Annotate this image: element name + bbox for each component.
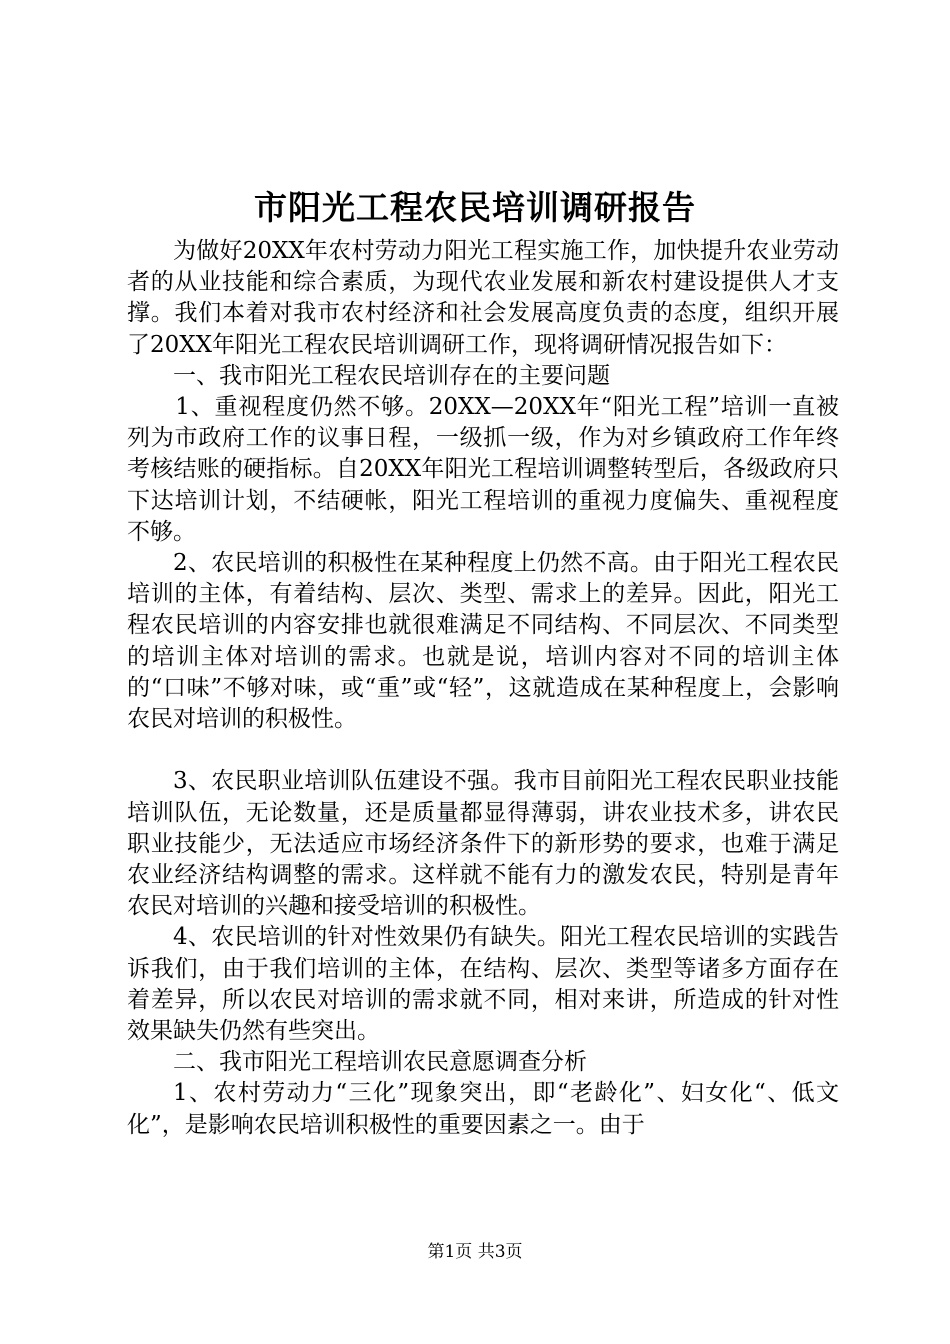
paragraph-intro: 为做好20XX年农村劳动力阳光工程实施工作，加快提升农业劳动者的从业技能和综合素质，为现代农业发展和新农村建设提供人才支撑。我们本着对我市农村经济和社会发展高度负责的态度，组织开展了20XX年阳光工程农民培训调研工作，现将调研情况报告如下： (127, 238, 839, 358)
paragraph-spacer (127, 735, 839, 766)
paragraph-issue-2: 2、农民培训的积极性在某种程度上仍然不高。由于阳光工程农民培训的主体，有着结构、层次、类型、需求上的差异。因此，阳光工程农民培训的内容安排也就很难满足不同结构、不同层次、不同类型的培训主体对培训的需求。也就是说，培训内容对不同的培训主体的“口味”不够对味，或“重”或“轻”，这就造成在某种程度上，会影响农民对培训的积极性。 (127, 550, 839, 733)
section-heading-2: 二、我市阳光工程培训农民意愿调查分析 (173, 1049, 587, 1076)
document-title: 市阳光工程农民培训调研报告 (254, 188, 696, 227)
section-heading-1: 一、我市阳光工程农民培训存在的主要问题 (173, 362, 610, 389)
paragraph-issue-4: 4、农民培训的针对性效果仍有缺失。阳光工程农民培训的实践告诉我们，由于我们培训的主体，在结构、层次、类型等诸多方面存在着差异，所以农民对培训的需求就不同，相对来讲，所造成的针对性效果缺失仍然有些突出。 (127, 924, 839, 1045)
document-body (127, 236, 839, 1141)
paragraph-issue-3: 3、农民职业培训队伍建设不强。我市目前阳光工程农民职业技能培训队伍，无论数量，还是质量都显得薄弱，讲农业技术多，讲农民职业技能少，无法适应市场经济条件下的新形势的要求，也难于满足农业经济结构调整的需求。这样就不能有力的激发农民，特别是青年农民对培训的兴趣和接受培训的积极性。 (127, 768, 839, 920)
page-footer: 第1页 共3页 (427, 1242, 523, 1262)
paragraph-analysis-1: 1、农村劳动力“三化”现象突出，即“老龄化”、妇女化“、低文化”，是影响农民培训积极性的重要因素之一。由于 (127, 1080, 839, 1138)
paragraph-issue-1: 1、重视程度仍然不够。20XX—20XX年“阳光工程”培训一直被列为市政府工作的议事日程，一级抓一级，作为对乡镇政府工作年终考核结账的硬指标。自20XX年阳光工程培训调整转型后，各级政府只下达培训计划，不结硬帐，阳光工程培训的重视力度偏失、重视程度不够。 (127, 394, 839, 545)
